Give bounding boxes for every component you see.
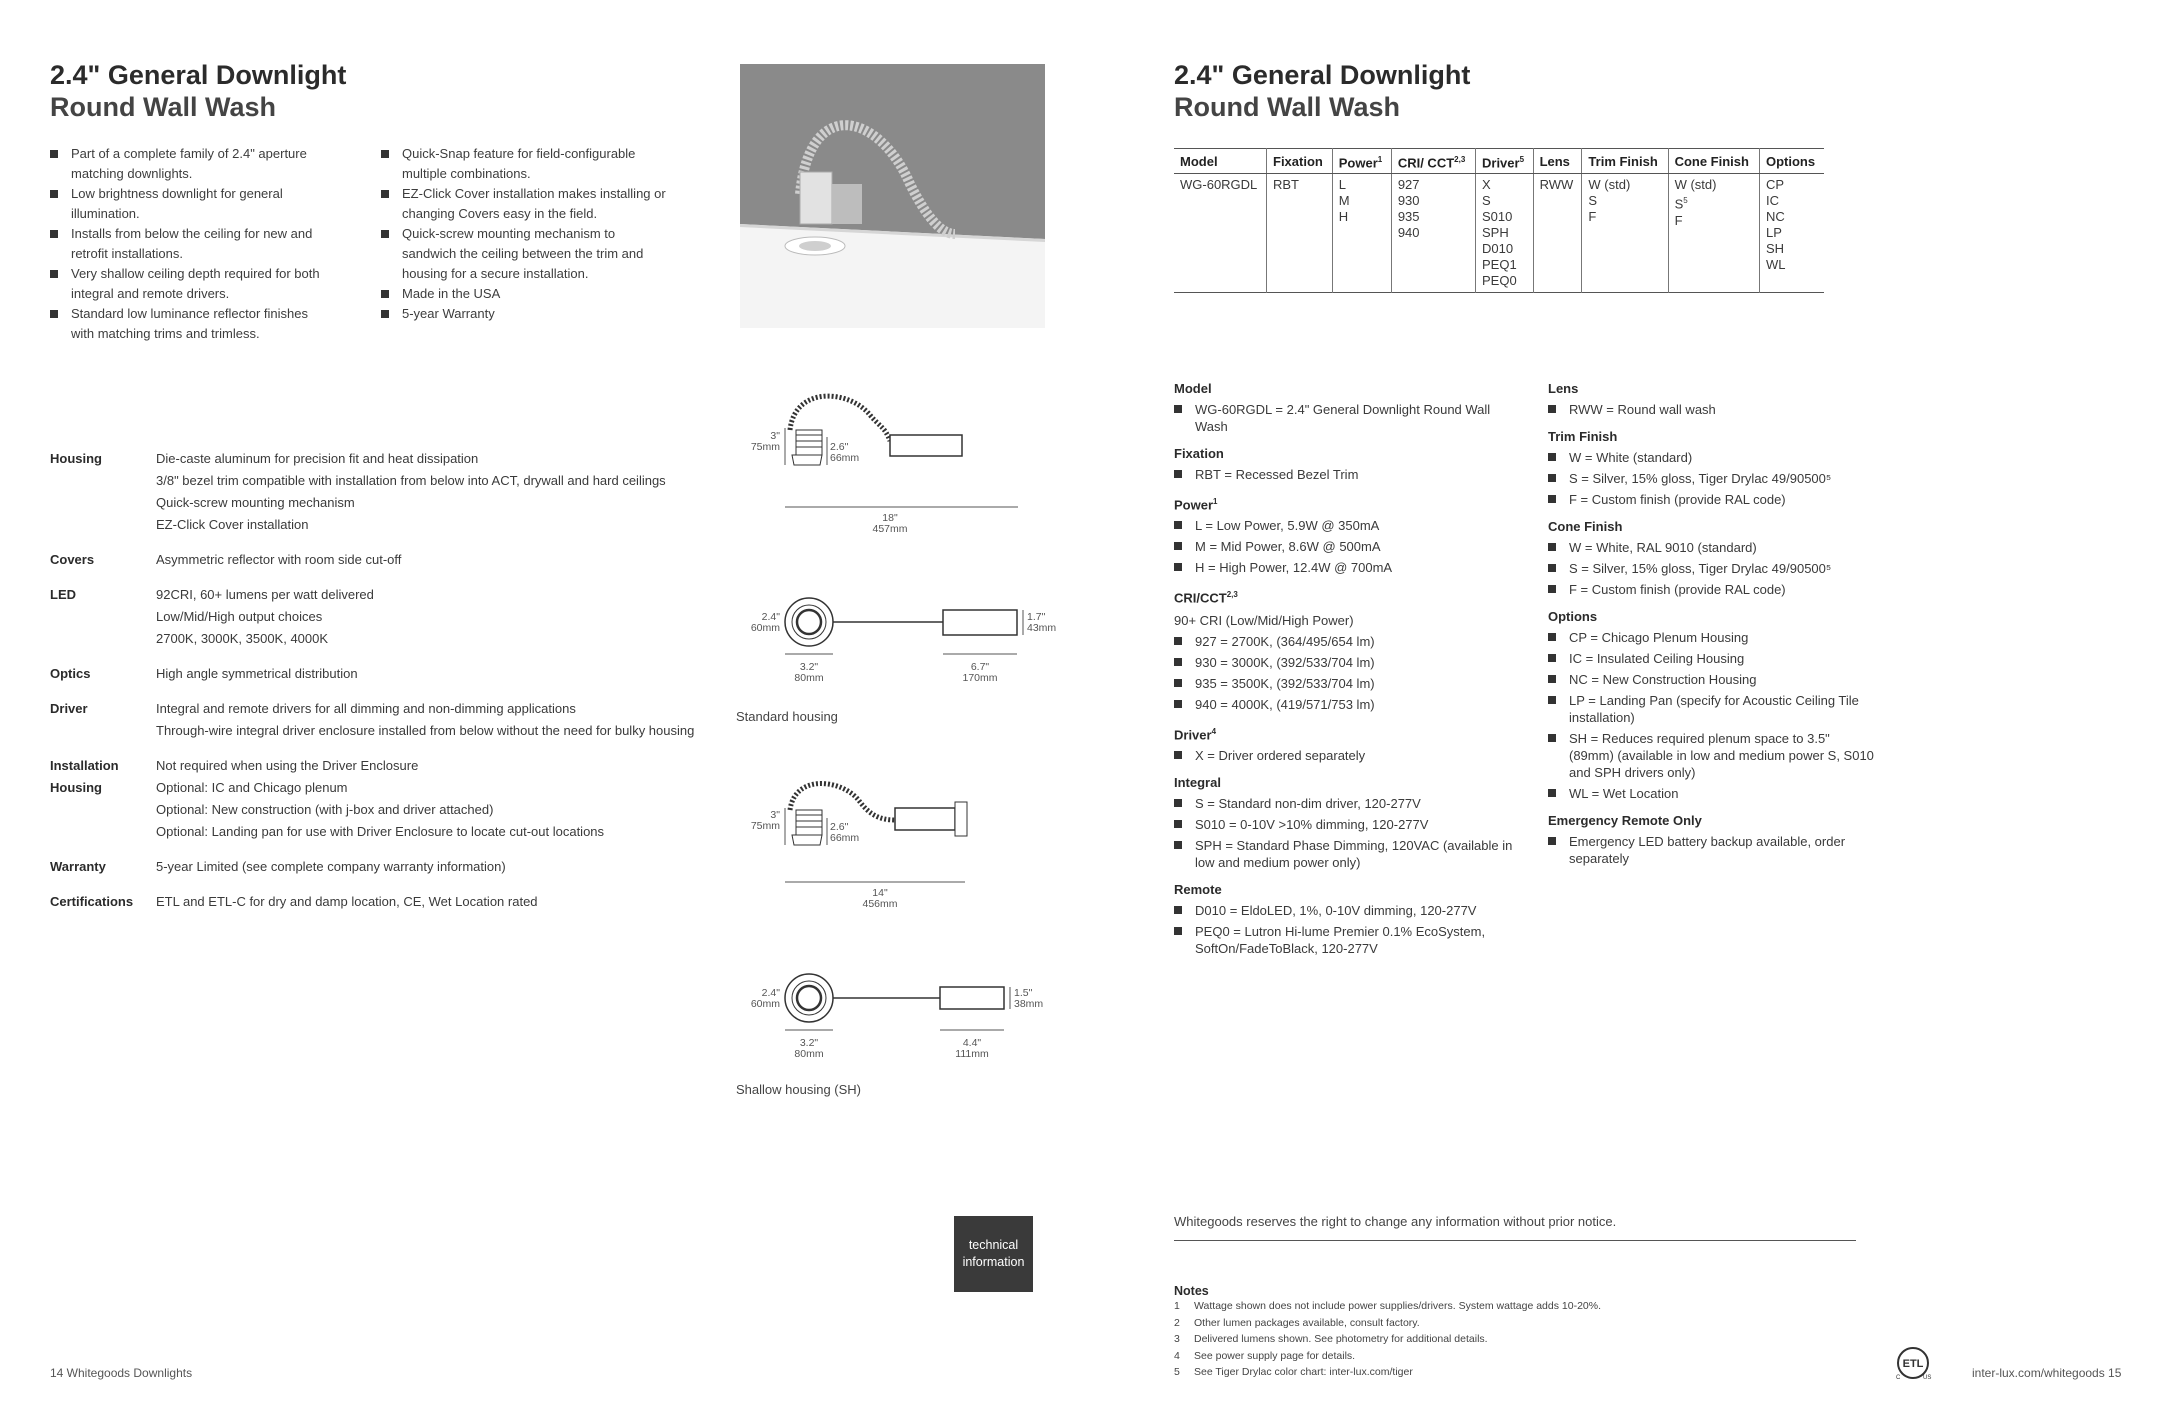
spec-values: [156, 663, 358, 685]
legend-list: [1548, 833, 1878, 867]
column-header: [1668, 149, 1759, 174]
legend-item: F = Custom finish (provide RAL code): [1548, 491, 1878, 508]
legend-heading-text: CRI/CCT: [1174, 590, 1227, 606]
cell-value-text: W (std): [1674, 177, 1717, 193]
shallow-housing-caption: Shallow housing (SH): [736, 1082, 862, 1097]
spec-row: [50, 891, 710, 913]
note-number: 3: [1174, 1333, 1180, 1345]
dim-cutout-in: 3.2": [799, 661, 819, 673]
page-title: 2.4" General Downlight: [1174, 60, 1471, 90]
dim-cutout-mm: 80mm: [794, 672, 824, 684]
spec-label: Covers: [50, 552, 95, 567]
cell-value-text: WL: [1765, 257, 1786, 273]
feature-bullet: Part of a complete family of 2.4" aperture matching downlights.: [50, 144, 320, 184]
cell-value-text: S: [1482, 193, 1491, 209]
feature-bullet: Made in the USA: [381, 284, 671, 304]
note-text: See power supply page for details.: [1194, 1349, 1356, 1362]
legend-item: RWW = Round wall wash: [1548, 401, 1878, 418]
table-row: [1174, 174, 1824, 293]
note-item: [1174, 1348, 1774, 1365]
spec-value: Not required when using the Driver Enclosure: [156, 758, 419, 773]
cell-value: [1766, 225, 1818, 241]
legend-item: Emergency LED battery backup available, order separately: [1548, 833, 1878, 867]
spec-row: [50, 584, 710, 650]
legend-item: S = Silver, 15% gloss, Tiger Drylac 49/90500⁵: [1548, 470, 1878, 487]
section-tab-line-2: information: [962, 1255, 1025, 1269]
column-header-label: CRI/ CCT: [1397, 155, 1455, 171]
ordering-table: [1174, 148, 1824, 293]
legend-heading: [1174, 443, 1514, 464]
cell-value-text: RWW: [1539, 177, 1574, 193]
legend-item: IC = Insulated Ceiling Housing: [1548, 650, 1878, 667]
legend-heading-text: Emergency Remote Only: [1548, 813, 1702, 828]
spec-values: [156, 698, 694, 742]
cell-value: [1482, 177, 1527, 193]
cell-value: [1398, 193, 1469, 209]
dim-trim-mm: 66mm: [830, 452, 860, 464]
spec-values: [156, 448, 666, 536]
spec-value: 92CRI, 60+ lumens per watt delivered: [156, 587, 374, 602]
legend-item: W = White, RAL 9010 (standard): [1548, 539, 1878, 556]
note-item: [1174, 1298, 1774, 1315]
column-header: [1533, 149, 1582, 174]
legend-list: [1174, 401, 1514, 435]
legend-list: [1174, 902, 1514, 957]
cell-value: [1540, 177, 1576, 193]
spec-value: Through-wire integral driver enclosure installed from below without the need for bulky housing: [156, 723, 695, 738]
cell-value: [1273, 177, 1326, 193]
dim-diameter-mm: 60mm: [750, 622, 780, 634]
cell-value-text: 940: [1397, 225, 1420, 241]
legend-item: WG-60RGDL = 2.4" General Downlight Round Wall Wash: [1174, 401, 1514, 435]
cell-value-text: M: [1338, 193, 1350, 209]
cell-value: [1180, 177, 1260, 193]
legend-heading-text: Power: [1174, 497, 1214, 513]
spec-value: Quick-screw mounting mechanism: [156, 495, 355, 510]
dim-box-h-in: 1.5": [1014, 987, 1033, 999]
legend-heading-text: Lens: [1548, 381, 1579, 396]
spec-value: Optional: Landing pan for use with Driver Enclosure to locate cut-out locations: [156, 824, 605, 839]
column-header: [1391, 149, 1475, 174]
spec-value: High angle symmetrical distribution: [156, 666, 358, 681]
cell-value: [1482, 257, 1527, 273]
spec-value: Optional: New construction (with j-box and driver attached): [156, 802, 494, 817]
product-photo: [740, 64, 1045, 328]
table-cell: [1267, 174, 1333, 293]
cell-value: [1766, 193, 1818, 209]
cell-value: [1398, 225, 1469, 241]
legend-item: W = White (standard): [1548, 449, 1878, 466]
dim-diameter-mm: 60mm: [750, 998, 780, 1010]
legend-heading-text: Remote: [1174, 881, 1222, 897]
column-header: [1332, 149, 1391, 174]
spec-value: Low/Mid/High output choices: [156, 609, 323, 624]
column-header-label: Cone Finish: [1674, 153, 1749, 169]
note-number: 1: [1174, 1300, 1180, 1312]
cell-value-text: LP: [1765, 225, 1782, 241]
ordering-legend-col-2: [1548, 370, 1878, 871]
notes-title: Notes: [1174, 1284, 1209, 1298]
cell-value-text: NC: [1765, 209, 1785, 225]
feature-bullet: Installs from below the ceiling for new and retrofit installations.: [50, 224, 320, 264]
note-item: [1174, 1315, 1774, 1332]
legend-item: X = Driver ordered separately: [1174, 747, 1514, 764]
legend-list: [1174, 633, 1514, 713]
legend-list: [1548, 539, 1878, 598]
footnote-ref: 1: [1213, 497, 1218, 506]
table-cell: [1582, 174, 1668, 293]
legend-item: S = Standard non-dim driver, 120-277V: [1174, 795, 1514, 812]
cell-value-text: F: [1588, 209, 1597, 225]
spec-row: [50, 755, 710, 843]
cell-value-text: WG-60RGDL: [1180, 177, 1258, 193]
dim-box-h-in: 1.7": [1027, 611, 1046, 623]
column-header-label: Lens: [1539, 153, 1570, 169]
legend-list: [1174, 747, 1514, 764]
dim-box-l-in: 6.7": [970, 661, 990, 673]
cell-value: [1675, 193, 1753, 212]
footnote-ref: 2,3: [1226, 590, 1238, 600]
table-cell: [1533, 174, 1582, 293]
note-text: See Tiger Drylac color chart: inter-lux.com/tiger: [1194, 1366, 1413, 1378]
legend-item: 940 = 4000K, (419/571/753 lm): [1174, 696, 1514, 713]
legend-heading: [1174, 772, 1514, 793]
cell-value-text: X: [1482, 177, 1491, 193]
legend-heading-text: Cone Finish: [1548, 519, 1623, 534]
legend-item: D010 = EldoLED, 1%, 0-10V dimming, 120-277V: [1174, 902, 1514, 919]
right-title-block: [1174, 59, 1470, 123]
note-text: Wattage shown does not include power supplies/drivers. System wattage adds 10-20%.: [1194, 1300, 1601, 1312]
dim-box-l-in: 4.4": [962, 1037, 982, 1049]
left-page-footer: 14 Whitegoods Downlights: [50, 1366, 193, 1380]
cell-value: [1339, 193, 1385, 209]
feature-bullet: Quick-Snap feature for field-configurable multiple combinations.: [381, 144, 671, 184]
legend-heading: [1174, 584, 1514, 608]
notes: [1174, 1284, 1774, 1381]
legend-list: [1174, 795, 1514, 871]
spec-value: ETL and ETL-C for dry and damp location, CE, Wet Location rated: [156, 894, 538, 909]
column-header-label: Power: [1338, 155, 1378, 171]
column-header: [1759, 149, 1824, 174]
table-cell: [1332, 174, 1391, 293]
page-subtitle: Round Wall Wash: [1174, 92, 1400, 122]
column-header-label: Driver: [1482, 155, 1520, 171]
column-header: [1174, 149, 1267, 174]
cell-value: [1398, 209, 1469, 225]
standard-housing-side-drawing: [740, 385, 1040, 545]
legend-heading: [1174, 491, 1514, 515]
dim-trim-mm: 66mm: [830, 832, 860, 844]
right-page-footer: inter-lux.com/whitegoods 15: [1972, 1366, 2122, 1380]
etl-mark: ETL: [1902, 1358, 1924, 1370]
legend-item: LP = Landing Pan (specify for Acoustic Ceiling Tile installation): [1548, 692, 1878, 726]
feature-bullet: EZ-Click Cover installation makes installing or changing Covers easy in the field.: [381, 184, 671, 224]
spec-value: Die-caste aluminum for precision fit and heat dissipation: [156, 451, 479, 466]
legend-list: [1548, 401, 1878, 418]
spec-value: Optional: IC and Chicago plenum: [156, 780, 348, 795]
spec-value: 3/8" bezel trim compatible with installation from below into ACT, drywall and hard ceilings: [156, 473, 666, 488]
dim-diameter-in: 2.4": [761, 987, 780, 999]
cell-value-text: S010: [1482, 209, 1513, 225]
cell-value: [1482, 273, 1527, 289]
spec-row: [50, 663, 710, 685]
table-cell: [1174, 174, 1267, 293]
cell-value-text: S: [1674, 196, 1684, 212]
cell-value: [1766, 257, 1818, 273]
feature-list-2: [381, 144, 671, 324]
dim-diameter-in: 2.4": [761, 611, 780, 623]
etl-us: US: [1923, 1375, 1932, 1381]
dim-height-in: 3": [770, 809, 780, 821]
cell-value-text: PEQ0: [1482, 273, 1517, 289]
footnote-ref: 5: [1683, 196, 1688, 206]
cell-value: [1588, 209, 1661, 225]
spec-values: [156, 856, 506, 878]
feature-bullet: 5-year Warranty: [381, 304, 671, 324]
legend-list: [1548, 629, 1878, 802]
disclaimer: Whitegoods reserves the right to change any information without prior notice.: [1174, 1214, 1856, 1241]
dim-trim-in: 2.6": [830, 441, 849, 453]
legend-heading: [1548, 516, 1878, 537]
spec-value: 2700K, 3000K, 3500K, 4000K: [156, 631, 329, 646]
spec-value: Asymmetric reflector with room side cut-off: [156, 552, 402, 567]
cell-value: [1398, 177, 1469, 193]
page-title: 2.4" General Downlight: [50, 60, 347, 90]
legend-heading: [1548, 426, 1878, 447]
table-cell: [1476, 174, 1534, 293]
dim-cutout-in: 3.2": [799, 1037, 819, 1049]
feature-bullet: Standard low luminance reflector finishes with matching trims and trimless.: [50, 304, 320, 344]
legend-item: CP = Chicago Plenum Housing: [1548, 629, 1878, 646]
footnote-ref: 4: [1211, 726, 1217, 736]
shallow-housing-top-drawing: [740, 968, 1060, 1078]
standard-housing-caption: Standard housing: [736, 709, 838, 724]
note-number: 4: [1174, 1349, 1180, 1362]
legend-item: 935 = 3500K, (392/533/704 lm): [1174, 675, 1514, 692]
note-item: [1174, 1331, 1774, 1348]
spec-label: Optics: [50, 666, 91, 681]
spec-row: [50, 549, 710, 571]
left-title-block: [50, 59, 346, 123]
cell-value: [1766, 209, 1818, 225]
legend-list: [1174, 466, 1514, 483]
spec-label: LED: [50, 587, 76, 602]
cell-value-text: SPH: [1482, 225, 1509, 241]
cell-value: [1482, 241, 1527, 257]
dim-box-l-mm: 170mm: [962, 672, 998, 684]
spec-row: [50, 856, 710, 878]
column-header: [1476, 149, 1534, 174]
legend-heading-text: Fixation: [1174, 446, 1224, 461]
dim-trim-in: 2.6": [830, 821, 849, 833]
legend-item: H = High Power, 12.4W @ 700mA: [1174, 559, 1514, 576]
table-cell: [1391, 174, 1475, 293]
note-item: [1174, 1364, 1774, 1381]
cell-value: [1766, 177, 1818, 193]
note-text: Delivered lumens shown. See photometry for additional details.: [1194, 1333, 1488, 1345]
footnote-ref: 1: [1377, 155, 1383, 164]
spec-table: [50, 448, 710, 926]
spec-values: [156, 891, 538, 913]
spec-value: 5-year Limited (see complete company warranty information): [156, 859, 506, 874]
cell-value: [1339, 209, 1385, 225]
legend-item: WL = Wet Location: [1548, 785, 1878, 802]
dim-length-mm: 457mm: [872, 523, 908, 535]
spec-row: [50, 698, 710, 742]
cell-value-text: 935: [1397, 209, 1420, 225]
dim-box-h-mm: 38mm: [1014, 998, 1044, 1010]
column-header-label: Options: [1765, 153, 1816, 169]
footnote-ref: 5: [1519, 155, 1525, 164]
legend-item: SH = Reduces required plenum space to 3.5" (89mm) (available in low and medium power S, S010 and SPH drivers only): [1548, 730, 1878, 781]
cell-value: [1482, 193, 1527, 209]
cell-value: [1588, 177, 1661, 193]
section-tab-line-1: technical: [968, 1238, 1019, 1252]
dim-cutout-mm: 80mm: [794, 1048, 824, 1060]
legend-item: S010 = 0-10V >10% dimming, 120-277V: [1174, 816, 1514, 833]
spec-label: Warranty: [50, 859, 106, 874]
legend-list: [1174, 517, 1514, 576]
feature-bullet: Very shallow ceiling depth required for both integral and remote drivers.: [50, 264, 320, 304]
cell-value: [1339, 177, 1385, 193]
legend-item: 927 = 2700K, (364/495/654 lm): [1174, 633, 1514, 650]
legend-item: S = Silver, 15% gloss, Tiger Drylac 49/90500⁵: [1548, 560, 1878, 577]
legend-heading-text: Options: [1548, 609, 1598, 624]
spec-row: [50, 448, 710, 536]
legend-item: L = Low Power, 5.9W @ 350mA: [1174, 517, 1514, 534]
column-header-label: Trim Finish: [1588, 153, 1658, 169]
legend-item: M = Mid Power, 8.6W @ 500mA: [1174, 538, 1514, 555]
legend-heading: [1174, 721, 1514, 745]
dim-length-in: 18": [882, 512, 898, 524]
column-header: [1582, 149, 1668, 174]
etl-listed-logo: [1894, 1344, 1932, 1382]
cell-value-text: SH: [1765, 241, 1785, 257]
cell-value-text: H: [1338, 209, 1349, 225]
shallow-housing-side-drawing: [740, 780, 1040, 920]
legend-heading-text: Trim Finish: [1548, 429, 1618, 444]
spec-values: [156, 549, 401, 571]
cell-value-text: 930: [1397, 193, 1420, 209]
dim-box-l-mm: 111mm: [955, 1048, 989, 1060]
legend-item: PEQ0 = Lutron Hi-lume Premier 0.1% EcoSystem, SoftOn/FadeToBlack, 120-277V: [1174, 923, 1514, 957]
legend-heading-text: Model: [1174, 381, 1212, 396]
legend-heading: [1174, 378, 1514, 399]
dim-box-h-mm: 43mm: [1027, 622, 1057, 634]
legend-heading-text: Integral: [1174, 774, 1221, 790]
cell-value: [1482, 209, 1527, 225]
dim-height-mm: 75mm: [750, 820, 780, 832]
feature-bullet: Low brightness downlight for general illumination.: [50, 184, 320, 224]
legend-item: SPH = Standard Phase Dimming, 120VAC (available in low and medium power only): [1174, 837, 1514, 871]
feature-list-1: [50, 144, 320, 344]
spec-label: Housing: [50, 451, 102, 466]
legend-heading: [1548, 606, 1878, 627]
column-header: [1267, 149, 1333, 174]
cell-value-text: CP: [1765, 177, 1785, 193]
dim-height-mm: 75mm: [750, 441, 780, 453]
legend-heading-text: Driver: [1174, 726, 1212, 742]
spec-label: Installation Housing: [50, 758, 119, 795]
cell-value-text: W (std): [1588, 177, 1631, 193]
cell-value: [1675, 177, 1753, 193]
cell-value-text: F: [1674, 212, 1683, 228]
legend-list: [1548, 449, 1878, 508]
spec-value: Integral and remote drivers for all dimming and non-dimming applications: [156, 701, 576, 716]
spec-label: Driver: [50, 701, 88, 716]
page-subtitle: Round Wall Wash: [50, 92, 276, 122]
cell-value-text: 927: [1397, 177, 1420, 193]
cell-value-text: L: [1338, 177, 1346, 193]
table-cell: [1759, 174, 1824, 293]
dim-length-mm: 456mm: [862, 898, 898, 910]
cell-value: [1766, 241, 1818, 257]
note-text: Other lumen packages available, consult factory.: [1194, 1316, 1420, 1329]
note-number: 2: [1174, 1316, 1180, 1329]
standard-housing-top-drawing: [740, 592, 1060, 702]
cell-value-text: S: [1588, 193, 1598, 209]
cell-value: [1588, 193, 1661, 209]
cell-value-text: RBT: [1273, 177, 1299, 193]
spec-label: Certifications: [50, 894, 134, 909]
etl-c: C: [1896, 1375, 1901, 1381]
table-cell: [1668, 174, 1759, 293]
legend-item: NC = New Construction Housing: [1548, 671, 1878, 688]
legend-heading: [1548, 810, 1878, 831]
legend-heading: [1548, 378, 1878, 399]
column-header-label: Fixation: [1273, 153, 1323, 169]
legend-item: F = Custom finish (provide RAL code): [1548, 581, 1878, 598]
cell-value-text: IC: [1765, 193, 1779, 209]
legend-note: 90+ CRI (Low/Mid/High Power): [1174, 612, 1354, 628]
dim-length-in: 14": [872, 887, 888, 899]
cell-value-text: D010: [1482, 241, 1514, 257]
dim-height-in: 3": [770, 430, 780, 442]
footnote-ref: 2,3: [1454, 155, 1466, 164]
section-tab[interactable]: [954, 1216, 1033, 1292]
note-number: 5: [1174, 1366, 1180, 1378]
legend-item: RBT = Recessed Bezel Trim: [1174, 466, 1514, 483]
spec-values: [156, 584, 374, 650]
cell-value: [1482, 225, 1527, 241]
cell-value: [1675, 213, 1753, 229]
ordering-legend-col-1: [1174, 370, 1514, 961]
spec-value: EZ-Click Cover installation: [156, 517, 309, 532]
legend-item: 930 = 3000K, (392/533/704 lm): [1174, 654, 1514, 671]
feature-bullet: Quick-screw mounting mechanism to sandwich the ceiling between the trim and housing for a secure installation.: [381, 224, 671, 284]
cell-value-text: PEQ1: [1482, 257, 1517, 273]
spec-values: [156, 755, 604, 843]
legend-heading: [1174, 879, 1514, 900]
column-header-label: Model: [1180, 153, 1218, 169]
